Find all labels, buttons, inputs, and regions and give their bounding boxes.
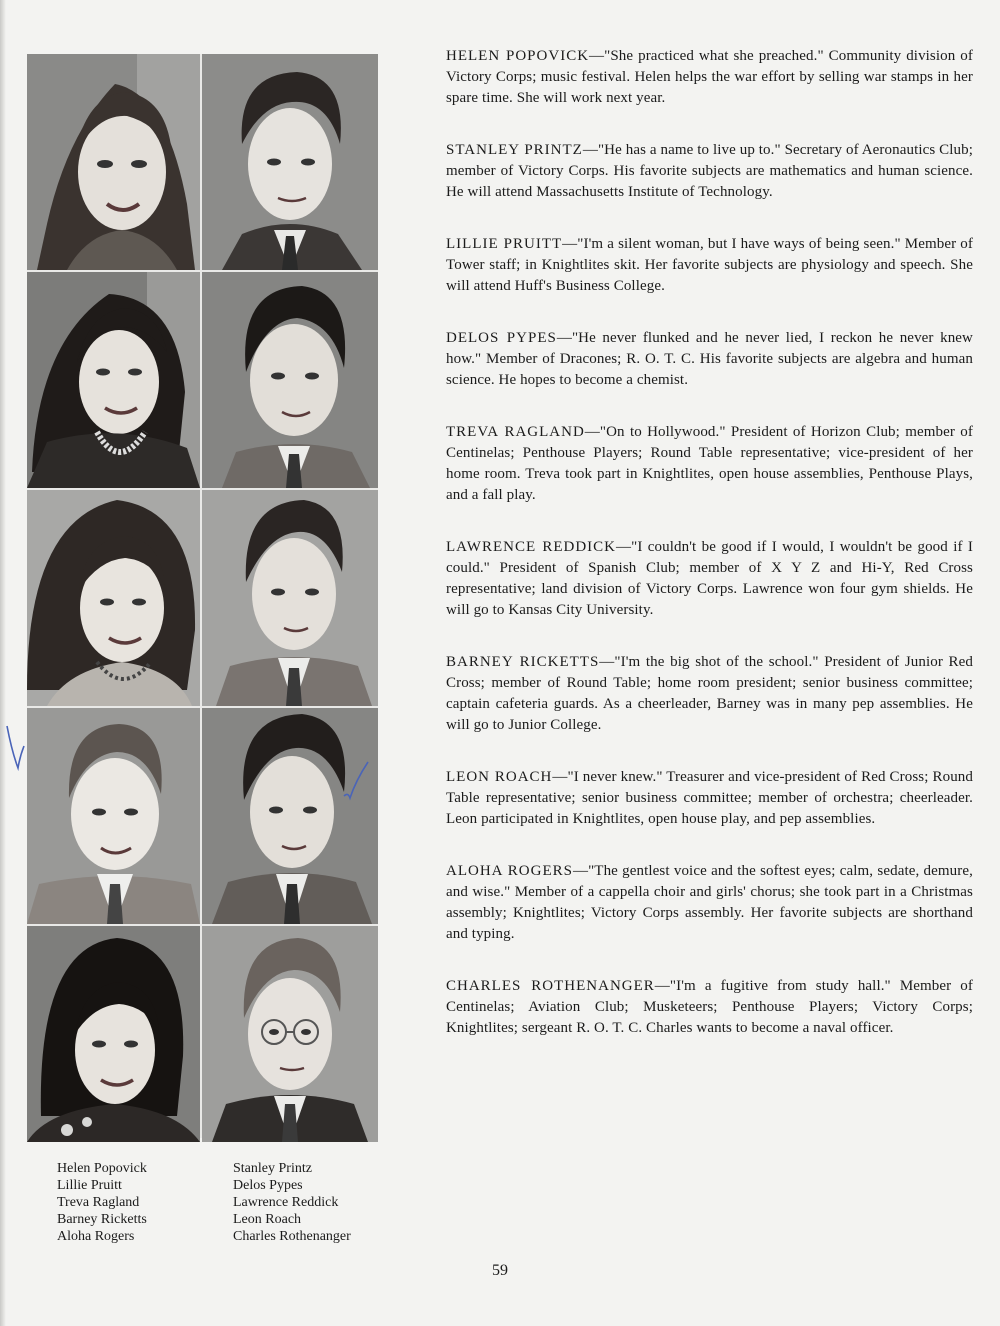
photo-captions [57,1160,393,1245]
bio-name: LAWRENCE REDDICK [446,539,617,555]
page-number: 59 [492,1262,508,1279]
caption-stanley-printz: Stanley Printz [233,1161,312,1176]
caption-barney-ricketts: Barney Ricketts [57,1212,147,1227]
bio-treva-ragland [446,422,973,506]
bio-lillie-pruitt [446,234,973,297]
bio-text: —"I'm the big shot of the school." President of Junior Red Cross; member of Round Table; home room president; senior business committee; captain cafeteria guards. As a cheerleader, Barney was in many pep assemblies. He will go to Junior College. [446,654,974,733]
portrait-leon-roach [202,708,378,924]
bio-text: —"He has a name to live up to." Secretary of Aeronautics Club; member of Victory Corps. His favorite subjects are mathematics and human science. He will attend Massachusetts Institute of Technology. [446,142,973,200]
caption-treva-ragland: Treva Ragland [57,1195,140,1210]
portrait-lillie-pruitt [27,272,200,488]
caption-aloha-rogers: Aloha Rogers [57,1229,135,1244]
portrait-delos-pypes [202,272,378,488]
student-bios [446,46,973,1070]
bio-name: ALOHA ROGERS [446,863,573,879]
bio-text: —"I couldn't be good if I would, I wouldn't be good if I could." President of Spanish Club; member of X Y Z and Hi-Y, Red Cross representative; land division of Victory Corps. Lawrence won four gym shields. He will go to Kansas City University. [446,539,973,618]
bio-charles-rothenanger [446,976,973,1039]
caption-column-left [57,1160,233,1245]
bio-leon-roach [446,767,973,830]
caption-column-right [233,1160,393,1245]
bio-text: —"I'm a silent woman, but I have ways of being seen." Member of Tower staff; in Knightlites skit. Her favorite subjects are physiology and speech. She will attend Huff's Business College. [446,236,973,294]
caption-charles-rothenanger: Charles Rothenanger [233,1229,351,1244]
portrait-helen-popovick [27,54,200,270]
caption-helen-popovick: Helen Popovick [57,1161,147,1176]
bio-barney-ricketts [446,652,973,736]
bio-name: HELEN POPOVICK [446,48,590,64]
portrait-grid [27,54,378,1138]
page-edge [0,0,6,1326]
bio-name: TREVA RAGLAND [446,424,585,440]
bio-text: —"He never flunked and he never lied, I reckon he never knew how." Member of Dracones; R. O. T. C. His favorite subjects are algebra and human science. He hopes to become a chemist. [446,330,973,388]
caption-leon-roach: Leon Roach [233,1212,302,1227]
bio-text: —"I never knew." Treasurer and vice-president of Red Cross; Round Table representative; senior business committee; member of orchestra; cheerleader. Leon participated in Knightlites, open house play, and pep assemblies. [446,769,973,827]
bio-name: DELOS PYPES [446,330,557,346]
caption-lillie-pruitt: Lillie Pruitt [57,1178,122,1193]
portrait-charles-rothenanger [202,926,378,1142]
bio-stanley-printz [446,140,973,203]
bio-name: BARNEY RICKETTS [446,654,600,670]
bio-name: CHARLES ROTHENANGER [446,978,655,994]
portrait-stanley-printz [202,54,378,270]
bio-text: —"The gentlest voice and the softest eyes; calm, sedate, demure, and wise." Member of a cappella choir and girls' chorus; she took part in a Christmas assembly; Knightlites; Victory Corps assembly. Her favorite subjects are shorthand and typing. [446,863,973,942]
bio-text: —"On to Hollywood." President of Horizon Club; member of Centinelas; Penthouse Players; Round Table representative; vice-president of her home room. Treva took part in Knightlites, open house assemblies, Penthouse Plays, and a fall play. [446,424,973,503]
bio-name: LEON ROACH [446,769,553,785]
pencil-check-mark-left [4,722,26,772]
bio-aloha-rogers [446,861,973,945]
bio-helen-popovick [446,46,973,109]
bio-lawrence-reddick [446,537,973,621]
portrait-treva-ragland [27,490,200,706]
caption-lawrence-reddick: Lawrence Reddick [233,1195,339,1210]
portrait-lawrence-reddick [202,490,378,706]
bio-text: —"I'm a fugitive from study hall." Member of Centinelas; Aviation Club; Musketeers; Penthouse Players; Victory Corps; Knightlites; sergeant R. O. T. C. Charles wants to become a naval officer. [446,978,973,1036]
bio-text: —"She practiced what she preached." Community division of Victory Corps; music festival. Helen helps the war effort by selling war stamps in her spare time. She will work next year. [446,48,973,106]
bio-delos-pypes [446,328,973,391]
bio-name: LILLIE PRUITT [446,236,563,252]
pencil-check-mark-right [342,758,370,802]
caption-delos-pypes: Delos Pypes [233,1178,303,1193]
portrait-aloha-rogers [27,926,200,1142]
bio-name: STANLEY PRINTZ [446,142,583,158]
portrait-barney-ricketts [27,708,200,924]
